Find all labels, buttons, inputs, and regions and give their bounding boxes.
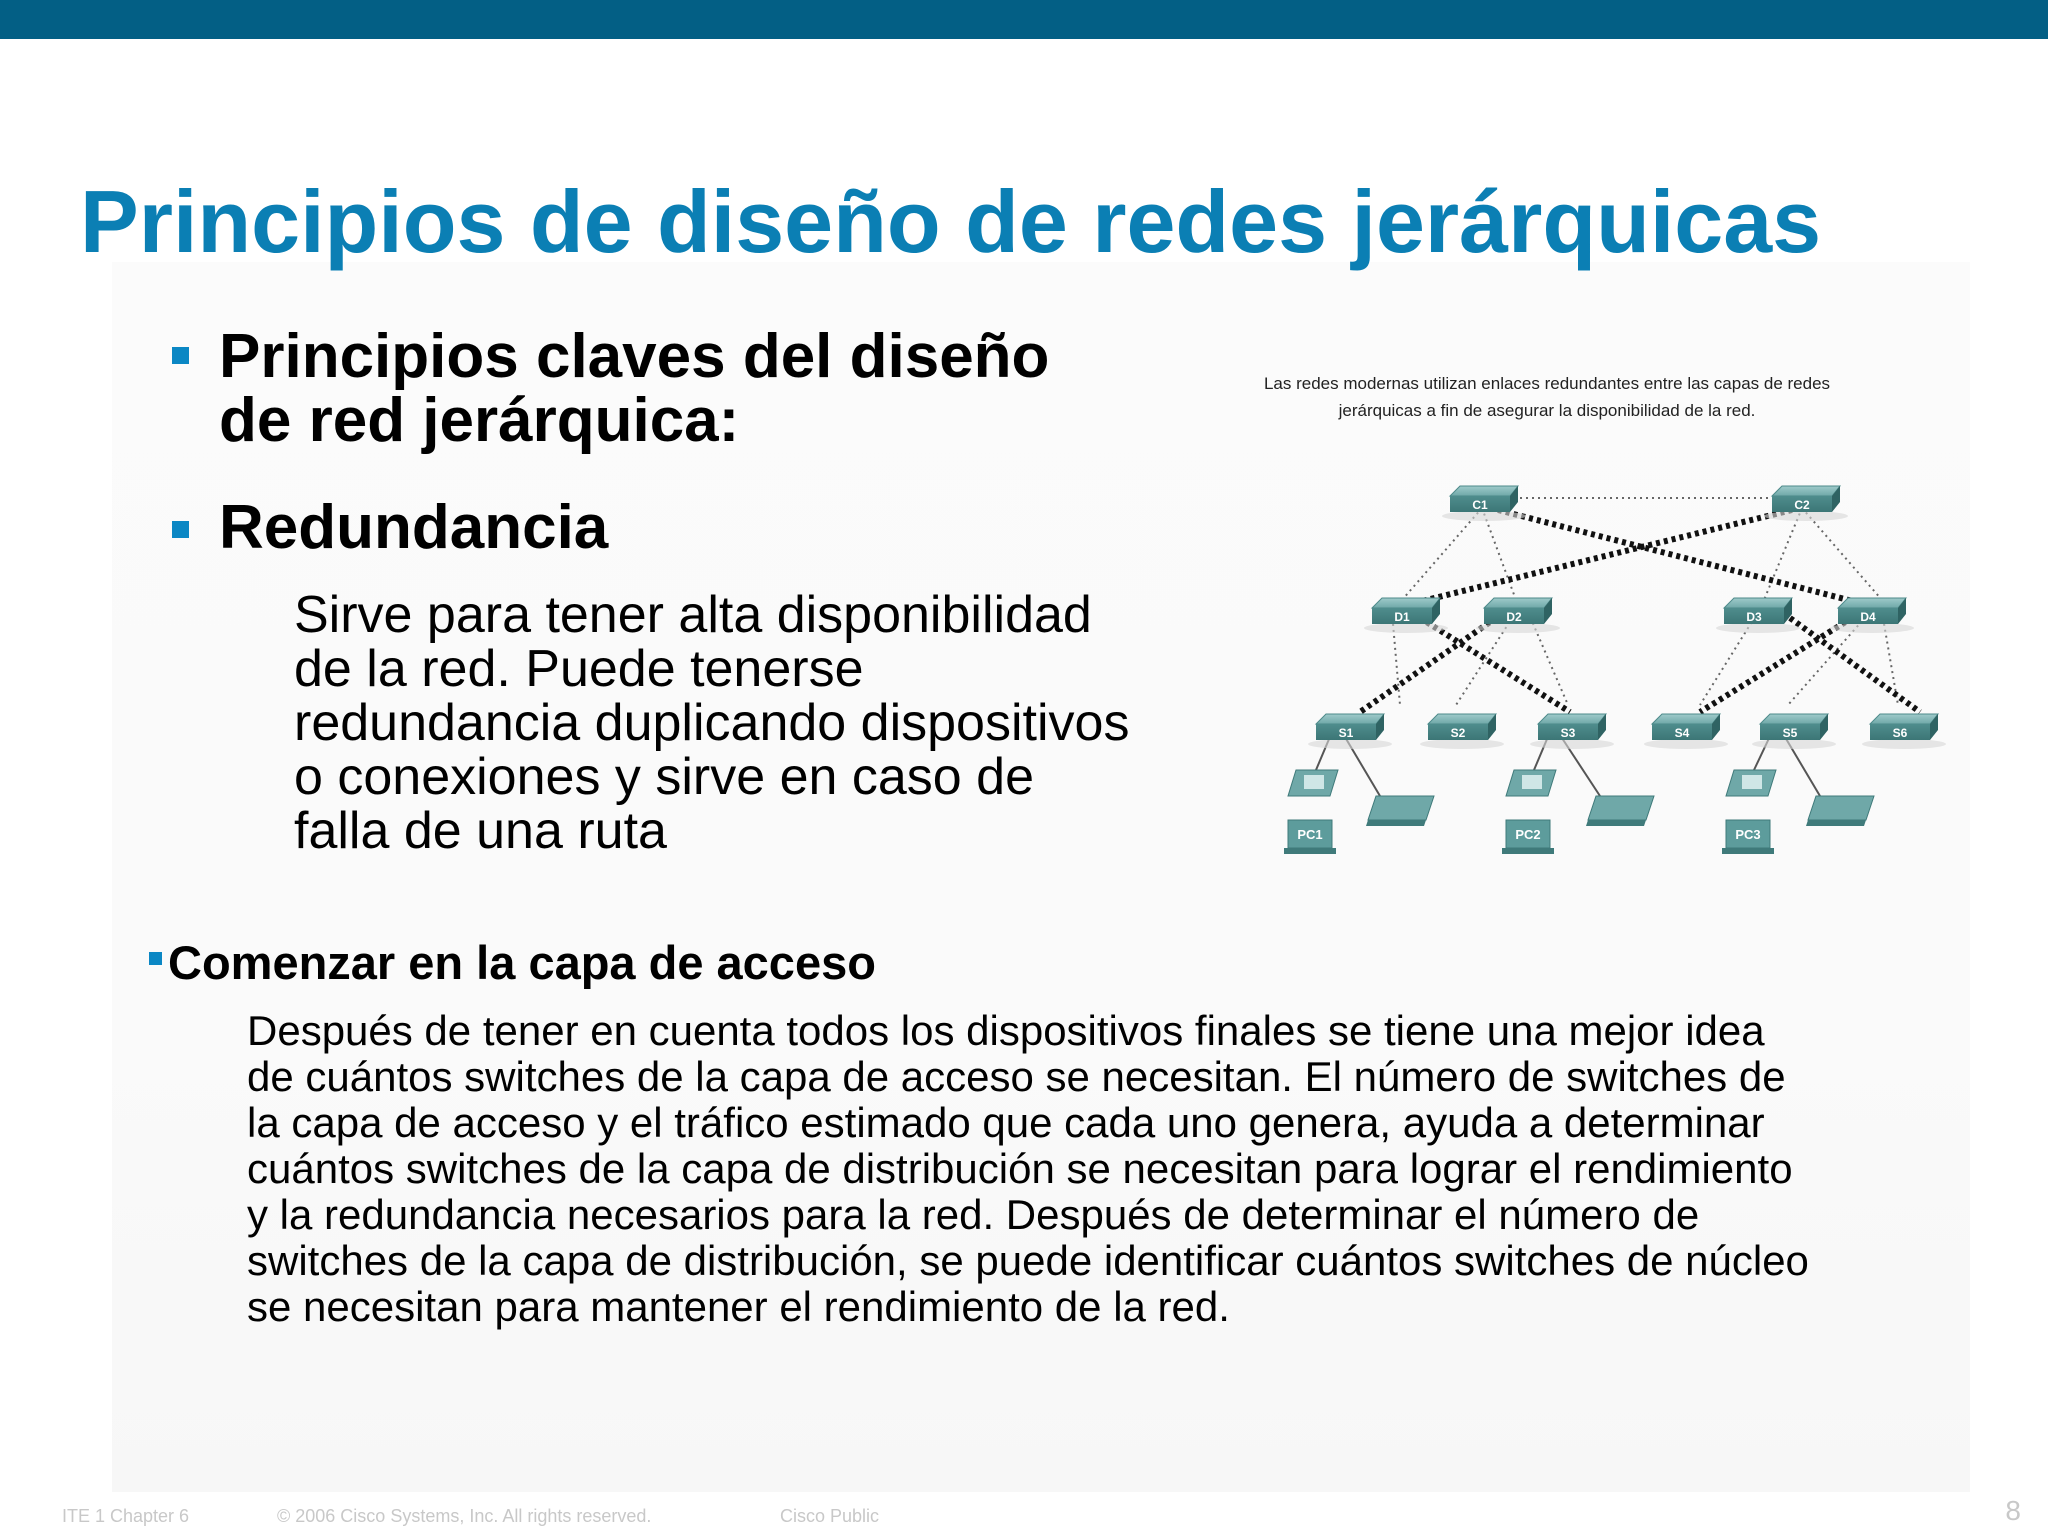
bullet-key-principles-line1: Principios claves del diseño: [219, 322, 1050, 391]
switch-label: S1: [1338, 726, 1354, 740]
top-bar: [0, 0, 2048, 39]
text-line: de cuántos switches de la capa de acceso se necesitan. El número de switches de: [247, 1053, 1786, 1100]
distribution-switch-icon: [1476, 598, 1560, 633]
bullet-redundancy: Redundancia: [219, 493, 609, 562]
switch-label: S2: [1450, 726, 1466, 740]
redundancy-description: [294, 588, 1234, 858]
pc-label: PC1: [1297, 827, 1323, 842]
pc-icon: [1502, 770, 1556, 854]
switch-label: S4: [1674, 726, 1690, 740]
text-line: y la redundancia necesarios para la red. Después de determinar el número de: [247, 1191, 1700, 1238]
core-switch-icon: [1442, 486, 1526, 521]
footer-copyright: © 2006 Cisco Systems, Inc. All rights reserved.: [277, 1506, 652, 1526]
distribution-switch-icon: [1830, 598, 1914, 633]
pc-icon: [1722, 770, 1776, 854]
caption-line: jerárquicas a fin de asegurar la disponibilidad de la red.: [1338, 401, 1756, 420]
switch-label: S3: [1560, 726, 1576, 740]
distribution-switch-icon: [1716, 598, 1800, 633]
access-layer-description: [247, 1008, 1967, 1330]
distribution-switch-icon: [1364, 598, 1448, 633]
text-line: Sirve para tener alta disponibilidad: [294, 586, 1092, 644]
laptop-icon: [1366, 796, 1434, 826]
bullet-key-principles-line2: de red jerárquica:: [219, 386, 740, 455]
redundant-links: [1360, 510, 1920, 712]
access-switch-icon: [1644, 714, 1728, 749]
text-line: o conexiones y sirve en caso de: [294, 748, 1034, 806]
text-line: la capa de acceso y el tráfico estimado que cada uno genera, ayuda a determinar: [247, 1099, 1765, 1146]
text-line: switches de la capa de distribución, se puede identificar cuántos switches de núcleo: [247, 1237, 1809, 1284]
text-line: Después de tener en cuenta todos los dispositivos finales se tiene una mejor idea: [247, 1007, 1765, 1054]
bullet-marker: [149, 952, 162, 965]
text-line: falla de una ruta: [294, 802, 667, 860]
switch-label: C1: [1472, 498, 1488, 512]
switch-label: S5: [1782, 726, 1798, 740]
single-links: [1392, 498, 1898, 705]
laptop-icon: [1806, 796, 1874, 826]
pc-icon: [1284, 770, 1338, 854]
access-switch-icon: [1420, 714, 1504, 749]
switch-label: D4: [1860, 610, 1876, 624]
bullet-key-principles: [219, 322, 1050, 455]
text-line: cuántos switches de la capa de distribución se necesitan para lograr el rendimiento: [247, 1145, 1793, 1192]
switch-label: C2: [1794, 498, 1810, 512]
bullet-marker: [172, 521, 189, 538]
footer-course: ITE 1 Chapter 6: [62, 1506, 190, 1526]
text-line: se necesitan para mantener el rendimiento de la red.: [247, 1283, 1230, 1330]
slide-title: Principios de diseño de redes jerárquicas: [80, 172, 1822, 271]
text-line: de la red. Puede tenerse: [294, 640, 864, 698]
switch-label: D3: [1746, 610, 1762, 624]
switch-label: D1: [1394, 610, 1410, 624]
access-switch-icon: [1862, 714, 1946, 749]
text-line: redundancia duplicando dispositivos: [294, 694, 1130, 752]
core-switch-icon: [1764, 486, 1848, 521]
page-number: 8: [2005, 1495, 2021, 1526]
bullet-marker: [172, 347, 189, 364]
footer-classification: Cisco Public: [780, 1506, 880, 1526]
access-layer-heading: Comenzar en la capa de acceso: [168, 936, 876, 989]
pc-label: PC3: [1735, 827, 1761, 842]
access-switch-icon: [1308, 714, 1392, 749]
diagram-caption: [1222, 370, 1872, 424]
switch-label: D2: [1506, 610, 1522, 624]
hierarchical-network-diagram: [1270, 470, 1970, 880]
switch-label: S6: [1892, 726, 1908, 740]
access-switch-icon: [1752, 714, 1836, 749]
laptop-icon: [1586, 796, 1654, 826]
access-switch-icon: [1530, 714, 1614, 749]
pc-label: PC2: [1515, 827, 1541, 842]
caption-line: Las redes modernas utilizan enlaces redundantes entre las capas de redes: [1263, 374, 1831, 393]
